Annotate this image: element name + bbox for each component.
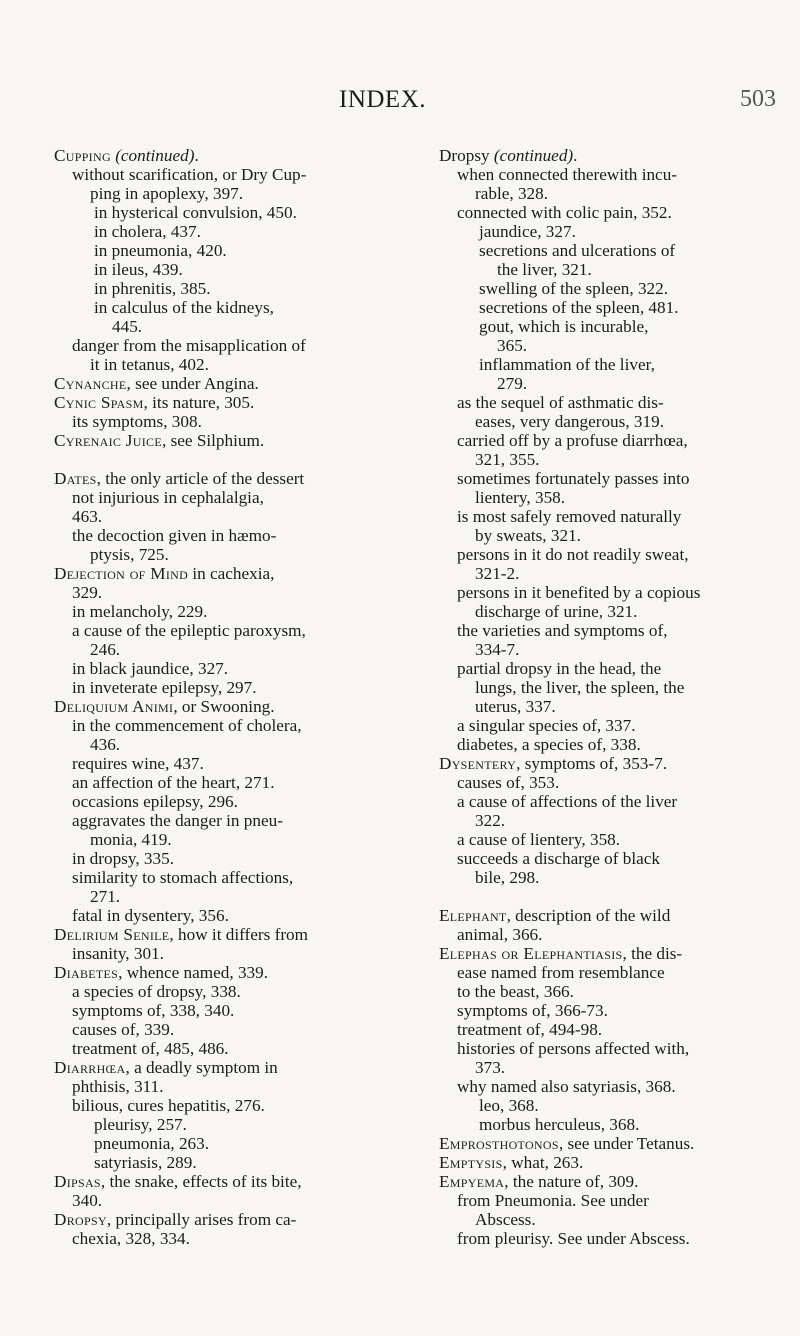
entry-line: rable, 328. xyxy=(475,184,549,203)
index-entry xyxy=(54,393,409,412)
entry-line: is most safely removed naturally xyxy=(457,507,682,526)
section-gap xyxy=(439,887,769,906)
entry-first-line xyxy=(439,754,769,773)
entry-line: 322. xyxy=(475,811,506,830)
index-subentry xyxy=(54,241,409,260)
index-subentry xyxy=(439,203,769,222)
index-subentry xyxy=(54,279,409,298)
entry-line: requires wine, 437. xyxy=(72,754,204,773)
index-subentry xyxy=(439,222,769,241)
entry-first-line xyxy=(54,1058,409,1077)
entry-text: , see Silphium. xyxy=(161,431,265,450)
entry-line: in hysterical convulsion, 450. xyxy=(94,203,297,222)
entry-line: occasions epilepsy, 296. xyxy=(72,792,238,811)
index-subentry xyxy=(54,1153,409,1172)
index-subentry xyxy=(54,678,409,697)
entry-headword: Dates xyxy=(54,469,97,488)
entry-line: in dropsy, 335. xyxy=(72,849,175,868)
entry-headword: Elephant xyxy=(439,906,507,925)
entry-headword: Dejection of Mind xyxy=(54,564,189,583)
entry-first-line xyxy=(439,906,769,925)
entry-text: , principally arises from ca- xyxy=(106,1210,297,1229)
entry-headword: Dysentery xyxy=(439,754,517,773)
entry-headword: Diarrhœa xyxy=(54,1058,126,1077)
index-subentry xyxy=(439,1115,769,1134)
index-subentry xyxy=(54,1001,409,1020)
entry-text: , a deadly symptom in xyxy=(125,1058,278,1077)
index-subentry xyxy=(439,279,769,298)
index-subentry xyxy=(439,431,769,469)
index-entry xyxy=(439,944,769,1001)
entry-text: . xyxy=(194,146,199,165)
index-subentry xyxy=(54,260,409,279)
entry-first-line xyxy=(54,374,409,393)
index-entry xyxy=(439,1153,769,1172)
entry-first-line xyxy=(54,1172,409,1191)
entry-line: danger from the misapplication of xyxy=(72,336,306,355)
entry-line: in black jaundice, 327. xyxy=(72,659,229,678)
entry-first-line xyxy=(54,963,409,982)
index-subentry xyxy=(54,773,409,792)
entry-text: , description of the wild xyxy=(506,906,671,925)
entry-line: diabetes, a species of, 338. xyxy=(457,735,641,754)
entry-line: morbus herculeus, 368. xyxy=(479,1115,640,1134)
entry-line: causes of, 353. xyxy=(457,773,560,792)
entry-line: a cause of affections of the liver xyxy=(457,792,678,811)
entry-line: swelling of the spleen, 322. xyxy=(479,279,669,298)
index-subentry xyxy=(439,849,769,887)
index-subentry xyxy=(439,716,769,735)
index-subentry xyxy=(54,716,409,754)
index-subentry xyxy=(439,735,769,754)
entry-text: , or Swooning. xyxy=(173,697,275,716)
entry-first-line xyxy=(439,1134,769,1153)
entry-first-line xyxy=(54,146,409,165)
index-subentry xyxy=(439,393,769,431)
entry-headword: Cupping xyxy=(54,146,111,165)
index-subentry xyxy=(439,1020,769,1039)
entry-line: gout, which is incurable, xyxy=(479,317,649,336)
entry-headword: Diabetes xyxy=(54,963,119,982)
entry-line: symptoms of, 366-73. xyxy=(457,1001,608,1020)
page-number: 503 xyxy=(740,86,776,112)
entry-line: 321, 355. xyxy=(475,450,540,469)
entry-line: it in tetanus, 402. xyxy=(90,355,209,374)
index-subentry xyxy=(439,583,769,621)
index-entry xyxy=(439,754,769,773)
entry-text: , the dis- xyxy=(622,944,683,963)
entry-headword: Dropsy xyxy=(439,146,490,165)
index-subentry xyxy=(54,412,409,431)
left-column xyxy=(54,146,409,1248)
page-header xyxy=(0,86,800,116)
right-column xyxy=(439,146,769,1248)
entry-line: 321-2. xyxy=(475,564,520,583)
entry-line: lungs, the liver, the spleen, the xyxy=(475,678,685,697)
entry-first-line xyxy=(439,1153,769,1172)
entry-headword: Delirium Senile xyxy=(54,925,170,944)
entry-line: a singular species of, 337. xyxy=(457,716,636,735)
entry-line: as the sequel of asthmatic dis- xyxy=(457,393,664,412)
index-entry xyxy=(54,146,409,165)
entry-text: , the nature of, 309. xyxy=(504,1172,639,1191)
entry-headword: Empyema xyxy=(439,1172,505,1191)
entry-line: pleurisy, 257. xyxy=(94,1115,187,1134)
index-subentry xyxy=(54,1096,409,1115)
entry-line: bile, 298. xyxy=(475,868,540,887)
entry-line: Abscess. xyxy=(475,1210,536,1229)
index-subentry xyxy=(439,1096,769,1115)
index-subentry xyxy=(54,336,409,374)
entry-first-line xyxy=(54,925,409,944)
entry-line: 436. xyxy=(90,735,121,754)
index-subentry xyxy=(439,1229,769,1248)
entry-line: 334-7. xyxy=(475,640,520,659)
entry-line: 246. xyxy=(90,640,121,659)
index-subentry xyxy=(54,602,409,621)
index-subentry xyxy=(439,1077,769,1096)
index-subentry xyxy=(54,849,409,868)
index-subentry xyxy=(439,165,769,203)
entry-first-line xyxy=(54,1210,409,1229)
index-subentry xyxy=(439,621,769,659)
index-entry xyxy=(439,906,769,944)
index-subentry xyxy=(54,203,409,222)
index-subentry xyxy=(54,1134,409,1153)
index-subentry xyxy=(54,1020,409,1039)
entry-line: in melancholy, 229. xyxy=(72,602,208,621)
entry-line: 365. xyxy=(497,336,528,355)
entry-line: the varieties and symptoms of, xyxy=(457,621,668,640)
entry-line: secretions of the spleen, 481. xyxy=(479,298,679,317)
entry-headword: Dipsas xyxy=(54,1172,101,1191)
entry-line: without scarification, or Dry Cup- xyxy=(72,165,307,184)
index-subentry xyxy=(54,1039,409,1058)
entry-line: in cholera, 437. xyxy=(94,222,201,241)
entry-line: secretions and ulcerations of xyxy=(479,241,676,260)
entry-line: 445. xyxy=(112,317,143,336)
index-subentry xyxy=(439,241,769,279)
entry-line: by sweats, 321. xyxy=(475,526,581,545)
entry-line: in pneumonia, 420. xyxy=(94,241,227,260)
entry-line: why named also satyriasis, 368. xyxy=(457,1077,676,1096)
index-entry xyxy=(54,469,409,526)
entry-continued-label: (continued) xyxy=(493,146,574,165)
entry-line: jaundice, 327. xyxy=(479,222,576,241)
entry-first-line xyxy=(54,469,409,488)
entry-line: connected with colic pain, 352. xyxy=(457,203,672,222)
entry-line: monia, 419. xyxy=(90,830,172,849)
entry-first-line xyxy=(54,564,409,583)
entry-line: the decoction given in hæmo- xyxy=(72,526,277,545)
index-subentry xyxy=(54,906,409,925)
index-subentry xyxy=(54,792,409,811)
entry-line: sometimes fortunately passes into xyxy=(457,469,690,488)
entry-text: , symptoms of, 353-7. xyxy=(516,754,667,773)
index-subentry xyxy=(439,298,769,317)
entry-line: when connected therewith incu- xyxy=(457,165,678,184)
entry-text: , see under Angina. xyxy=(126,374,259,393)
entry-line: 279. xyxy=(497,374,528,393)
index-subentry xyxy=(54,298,409,336)
entry-text: , the only article of the dessert xyxy=(96,469,305,488)
entry-line: persons in it benefited by a copious xyxy=(457,583,701,602)
entry-line: lientery, 358. xyxy=(475,488,566,507)
entry-headword: Dropsy xyxy=(54,1210,107,1229)
entry-line: discharge of urine, 321. xyxy=(475,602,638,621)
entry-line: inflammation of the liver, xyxy=(479,355,655,374)
entry-line: an affection of the heart, 271. xyxy=(72,773,275,792)
entry-line: fatal in dysentery, 356. xyxy=(72,906,229,925)
index-subentry xyxy=(439,1001,769,1020)
index-subentry xyxy=(439,545,769,583)
entry-line: pneumonia, 263. xyxy=(94,1134,210,1153)
entry-line: a cause of lientery, 358. xyxy=(457,830,621,849)
entry-line: leo, 368. xyxy=(479,1096,539,1115)
entry-first-line xyxy=(54,393,409,412)
index-subentry xyxy=(54,811,409,849)
index-entry xyxy=(54,1058,409,1096)
index-entry xyxy=(54,925,409,963)
index-subentry xyxy=(439,507,769,545)
entry-line: ptysis, 725. xyxy=(90,545,169,564)
entry-text: . xyxy=(573,146,578,165)
index-subentry xyxy=(439,659,769,716)
entry-line: from Pneumonia. See under xyxy=(457,1191,649,1210)
index-entry xyxy=(54,963,409,982)
entry-line: carried off by a profuse diarrhœa, xyxy=(457,431,688,450)
entry-line: uterus, 337. xyxy=(475,697,556,716)
entry-line: succeeds a discharge of black xyxy=(457,849,660,868)
index-entry xyxy=(439,1134,769,1153)
entry-line: chexia, 328, 334. xyxy=(72,1229,190,1248)
entry-line: in inveterate epilepsy, 297. xyxy=(72,678,257,697)
entry-line: treatment of, 494-98. xyxy=(457,1020,603,1039)
entry-headword: Cynanche xyxy=(54,374,127,393)
index-entry xyxy=(54,374,409,393)
entry-text: , its nature, 305. xyxy=(143,393,255,412)
entry-line: causes of, 339. xyxy=(72,1020,175,1039)
entry-line: phthisis, 311. xyxy=(72,1077,164,1096)
entry-headword: Elephas or Elephantiasis xyxy=(439,944,623,963)
entry-line: to the beast, 366. xyxy=(457,982,574,1001)
entry-line: 329. xyxy=(72,583,103,602)
entry-line: in ileus, 439. xyxy=(94,260,183,279)
entry-line: in calculus of the kidneys, xyxy=(94,298,274,317)
index-entry xyxy=(439,146,769,165)
entry-line: from pleurisy. See under Abscess. xyxy=(457,1229,690,1248)
index-subentry xyxy=(54,754,409,773)
entry-text: , the snake, effects of its bite, xyxy=(100,1172,302,1191)
entry-line: eases, very dangerous, 319. xyxy=(475,412,665,431)
index-subentry xyxy=(439,355,769,393)
entry-line: similarity to stomach affections, xyxy=(72,868,294,887)
entry-text: , how it differs from xyxy=(169,925,309,944)
entry-line: 340. xyxy=(72,1191,103,1210)
index-entry xyxy=(439,1172,769,1191)
index-entry xyxy=(54,431,409,450)
index-subentry xyxy=(54,621,409,659)
entry-text: , what, 263. xyxy=(502,1153,584,1172)
entry-first-line xyxy=(439,944,769,963)
entry-line: bilious, cures hepatitis, 276. xyxy=(72,1096,265,1115)
index-entry xyxy=(54,1210,409,1248)
entry-line: treatment of, 485, 486. xyxy=(72,1039,229,1058)
entry-line: symptoms of, 338, 340. xyxy=(72,1001,235,1020)
entry-headword: Emptysis xyxy=(439,1153,503,1172)
entry-text: , see under Tetanus. xyxy=(558,1134,695,1153)
index-entry xyxy=(54,697,409,716)
index-subentry xyxy=(439,1191,769,1229)
index-subentry xyxy=(439,792,769,830)
index-subentry xyxy=(54,982,409,1001)
entry-line: histories of persons affected with, xyxy=(457,1039,690,1058)
entry-headword: Emprosthotonos xyxy=(439,1134,559,1153)
entry-line: not injurious in cephalalgia, xyxy=(72,488,264,507)
entry-line: 271. xyxy=(90,887,121,906)
entry-line: ease named from resemblance xyxy=(457,963,665,982)
entry-line: insanity, 301. xyxy=(72,944,164,963)
entry-headword: Deliquium Animi xyxy=(54,697,174,716)
index-subentry xyxy=(439,773,769,792)
index-subentry xyxy=(439,317,769,355)
index-subentry xyxy=(54,526,409,564)
index-entry xyxy=(54,564,409,602)
index-subentry xyxy=(439,469,769,507)
entry-line: animal, 366. xyxy=(457,925,543,944)
entry-line: a cause of the epileptic paroxysm, xyxy=(72,621,306,640)
entry-first-line xyxy=(439,146,769,165)
entry-first-line xyxy=(54,431,409,450)
entry-line: in phrenitis, 385. xyxy=(94,279,211,298)
index-subentry xyxy=(439,1039,769,1077)
entry-line: aggravates the danger in pneu- xyxy=(72,811,283,830)
entry-headword: Cyrenaic Juice xyxy=(54,431,162,450)
entry-line: persons in it do not readily sweat, xyxy=(457,545,689,564)
entry-first-line xyxy=(54,697,409,716)
index-subentry xyxy=(54,222,409,241)
entry-line: its symptoms, 308. xyxy=(72,412,202,431)
entry-line: the liver, 321. xyxy=(497,260,592,279)
entry-text: in cachexia, xyxy=(188,564,275,583)
index-subentry xyxy=(54,1115,409,1134)
entry-line: 373. xyxy=(475,1058,506,1077)
entry-first-line xyxy=(439,1172,769,1191)
index-subentry xyxy=(54,868,409,906)
entry-text: , whence named, 339. xyxy=(118,963,269,982)
index-entry xyxy=(54,1172,409,1210)
entry-continued-label: (continued) xyxy=(115,146,195,165)
entry-line: ping in apoplexy, 397. xyxy=(90,184,244,203)
index-subentry xyxy=(54,659,409,678)
entry-line: partial dropsy in the head, the xyxy=(457,659,662,678)
section-gap xyxy=(54,450,409,469)
index-subentry xyxy=(439,830,769,849)
entry-headword: Cynic Spasm xyxy=(54,393,144,412)
entry-line: 463. xyxy=(72,507,103,526)
running-title: INDEX. xyxy=(339,86,427,113)
entry-line: a species of dropsy, 338. xyxy=(72,982,241,1001)
index-subentry xyxy=(54,165,409,203)
entry-line: in the commencement of cholera, xyxy=(72,716,302,735)
entry-line: satyriasis, 289. xyxy=(94,1153,197,1172)
